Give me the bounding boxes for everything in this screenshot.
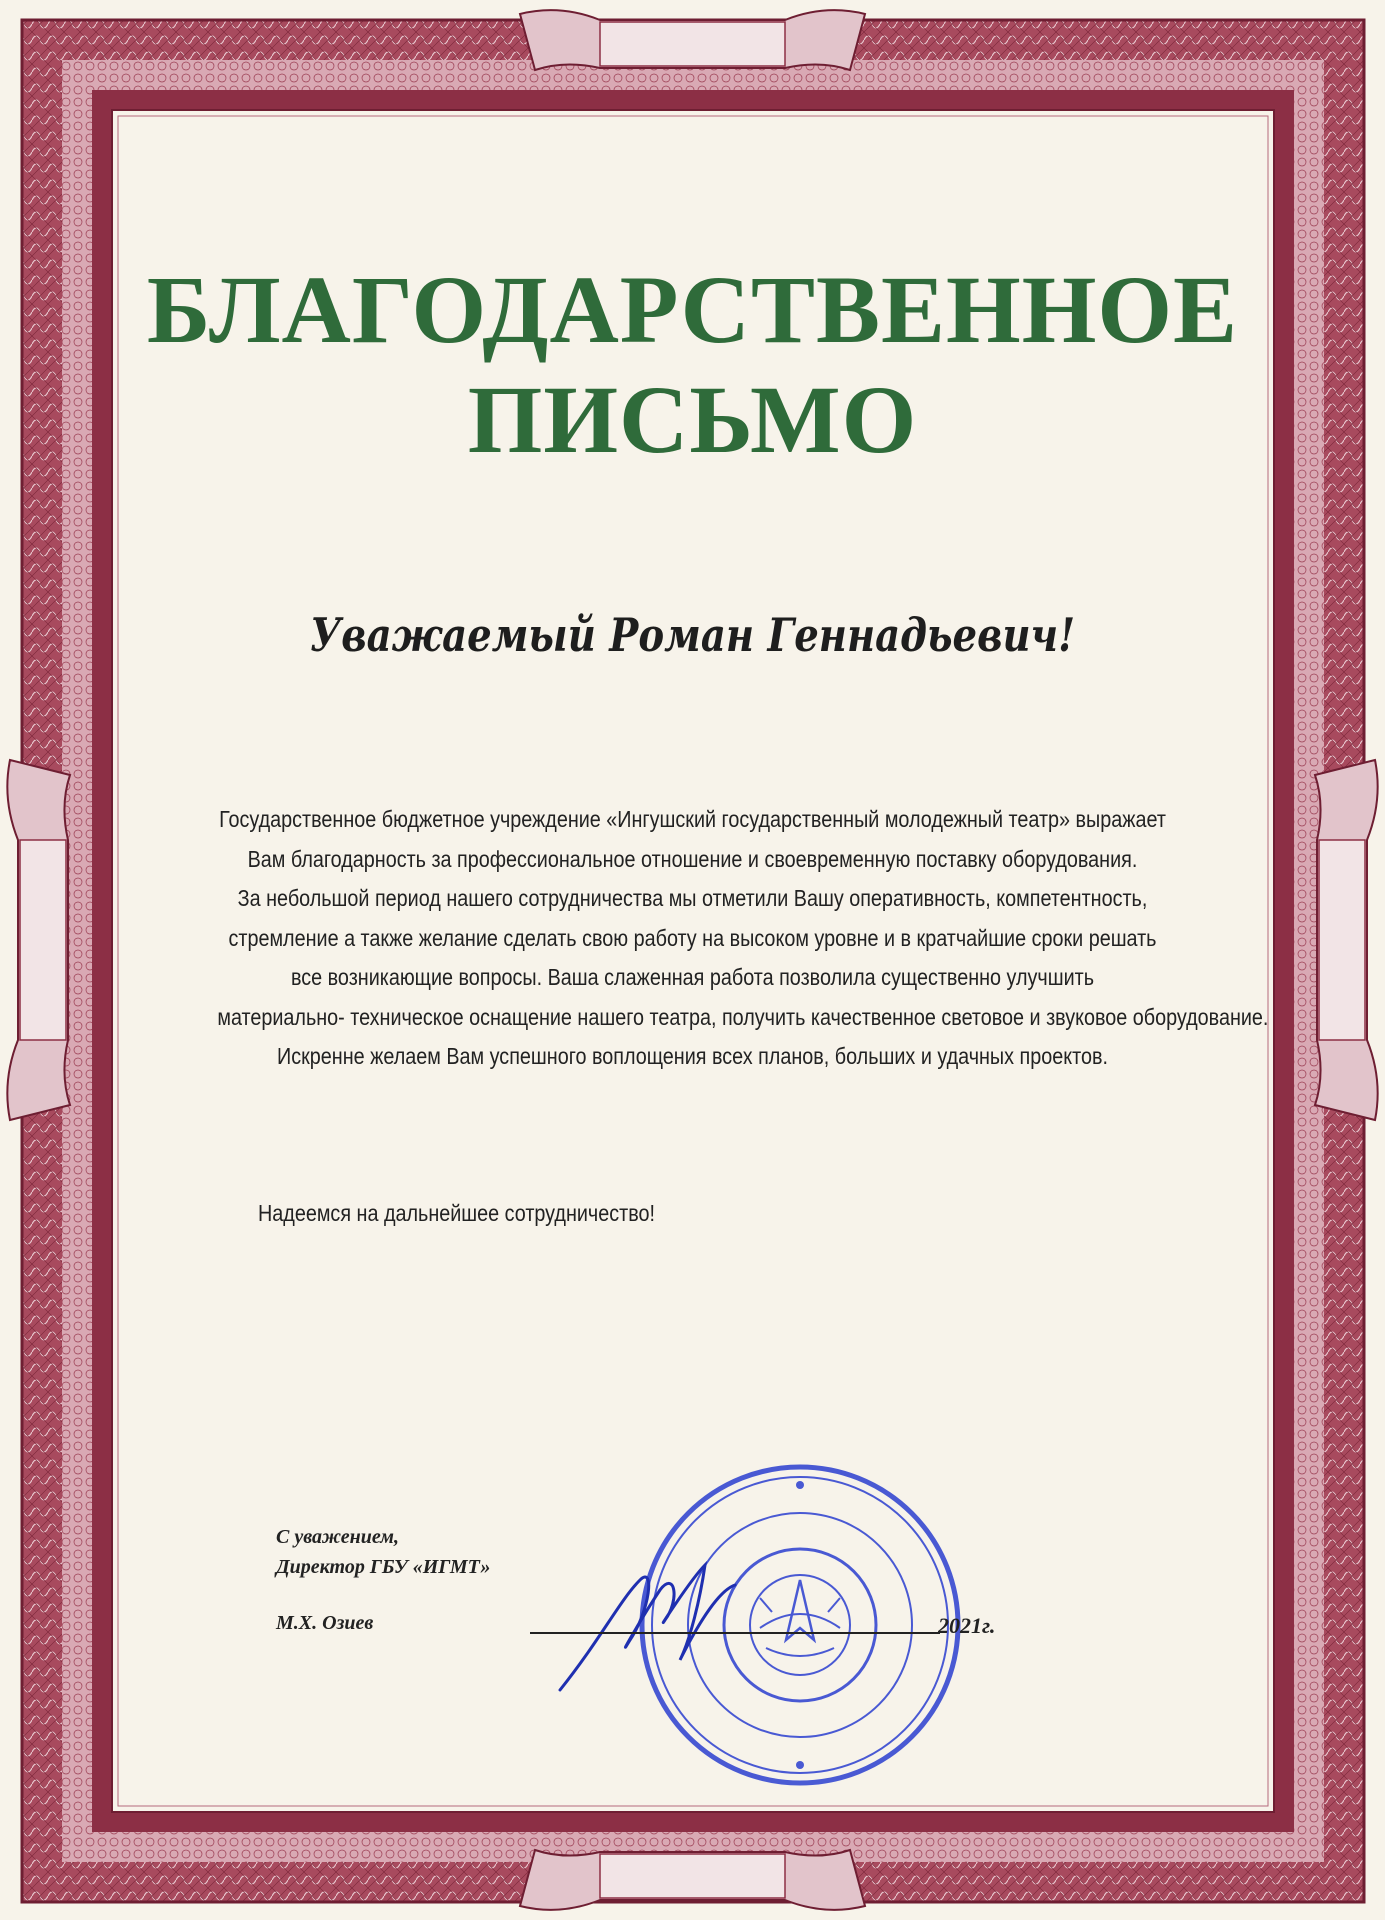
body-line: материально- техническое оснащение нашего театра, получить качественное световое и звуковое оборудование.: [217, 1003, 1269, 1030]
closing-line: Надеемся на дальнейшее сотрудничество!: [258, 1200, 655, 1226]
body-line: За небольшой период нашего сотрудничества мы отметили Вашу оперативность, компетентность,: [237, 885, 1148, 911]
body-line: все возникающие вопросы. Ваша слаженная работа позволила существенно улучшить: [290, 964, 1095, 990]
body-line: Государственное бюджетное учреждение «Ингушский государственный молодежный театр» выражает: [219, 806, 1166, 832]
letter-body: [140, 800, 1269, 1077]
greeting: Уважаемый Роман Геннадьевич!: [309, 608, 1076, 662]
body-line: Искренне желаем Вам успешного воплощения всех планов, больших и удачных проектов.: [277, 1043, 1108, 1069]
title-line-2: ПИСЬМО: [467, 366, 918, 473]
signature-date: 2021г.: [938, 1613, 996, 1638]
body-line: стремление а также желание сделать свою работу на высоком уровне и в кратчайшие сроки решать: [228, 924, 1157, 951]
signature-line: [530, 1632, 940, 1634]
body-line: Вам благодарность за профессиональное отношение и своевременную поставку оборудования.: [247, 845, 1138, 872]
signature-name: М.Х. Озиев: [276, 1612, 374, 1634]
signature-regards: С уважением,: [276, 1526, 399, 1548]
title-line-1: БЛАГОДАРСТВЕННОЕ: [146, 256, 1239, 363]
signature-position: Директор ГБУ «ИГМТ»: [276, 1556, 491, 1578]
